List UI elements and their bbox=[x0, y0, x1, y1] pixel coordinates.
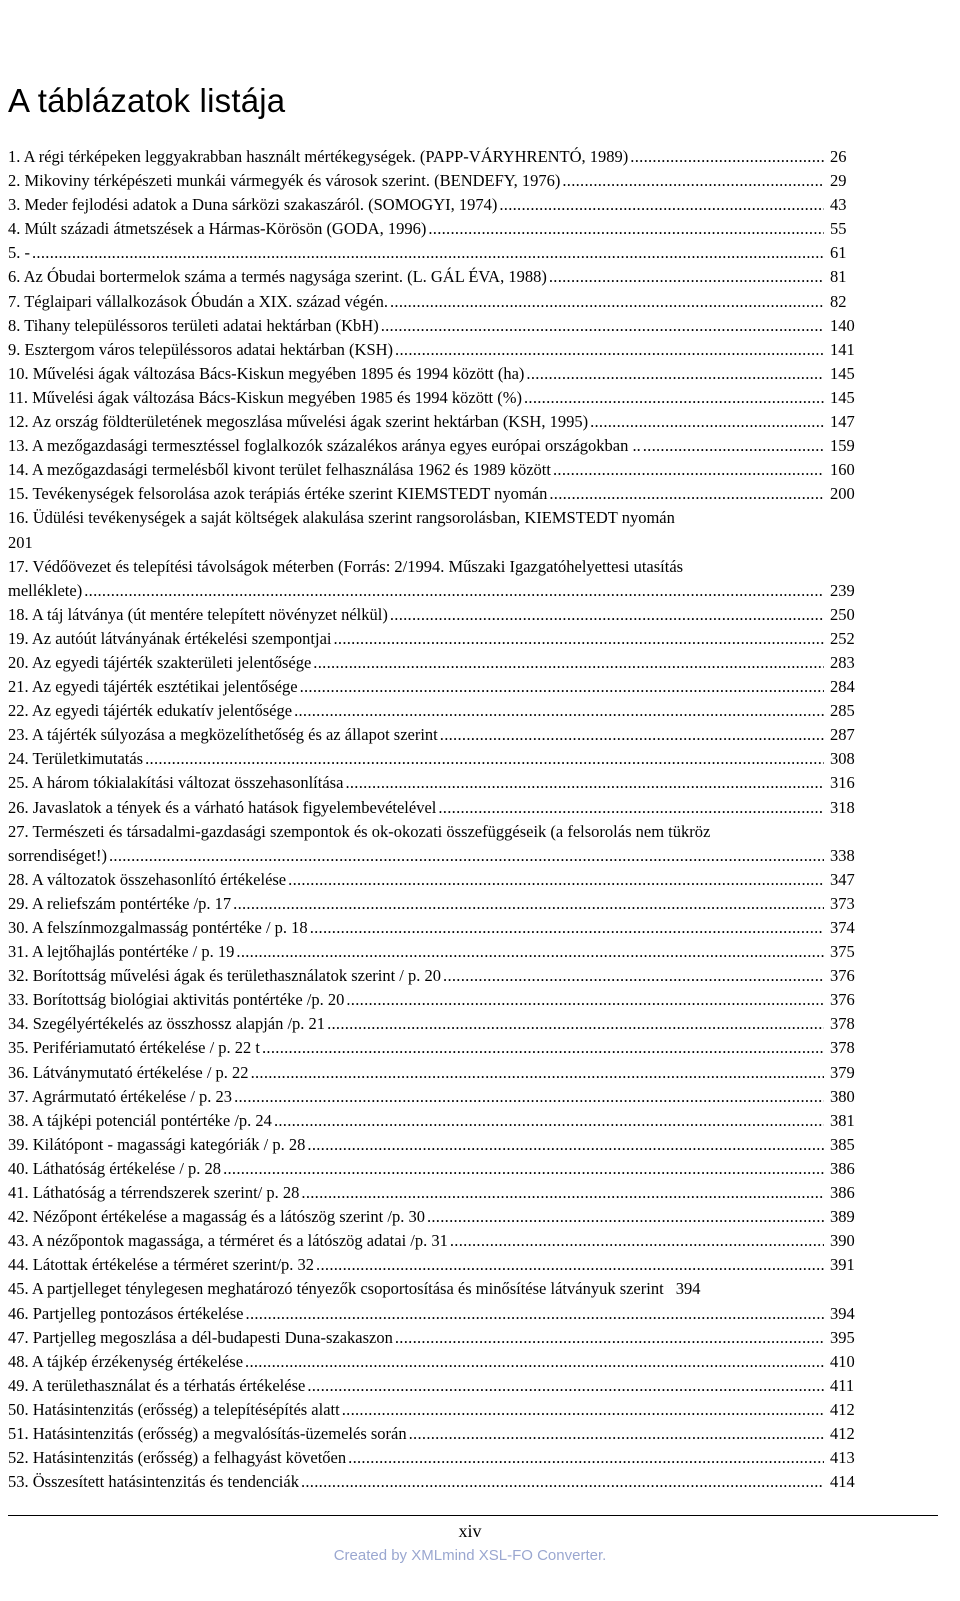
entry-page-number: 378 bbox=[830, 1038, 855, 1058]
entry-title: 30. A felszínmozgalmasság pontértéke / p. 18 bbox=[8, 918, 308, 937]
dot-leader bbox=[346, 988, 824, 1012]
entry-title: 47. Partjelleg megoszlása a dél-budapesti Duna-szakaszon bbox=[8, 1327, 393, 1347]
entry-page-number: 201 bbox=[8, 532, 33, 552]
list-item[interactable] bbox=[8, 1398, 908, 1422]
list-item[interactable] bbox=[8, 1036, 908, 1060]
entry-page-number: 389 bbox=[830, 1207, 855, 1227]
entry-title-continuation: sorrendiséget!) bbox=[8, 845, 107, 865]
entry-page-number: 43 bbox=[830, 195, 847, 215]
dot-leader bbox=[428, 217, 824, 241]
list-item[interactable] bbox=[8, 1012, 908, 1036]
entry-page-number: 376 bbox=[830, 990, 855, 1010]
entry-page-number: 394 bbox=[830, 1303, 855, 1323]
table-list bbox=[8, 145, 908, 1494]
dot-leader bbox=[32, 241, 824, 265]
dot-leader bbox=[262, 1036, 824, 1060]
list-item[interactable] bbox=[8, 1470, 908, 1494]
entry-title: 22. Az egyedi tájérték edukatív jelentősége bbox=[8, 701, 293, 721]
list-item[interactable] bbox=[8, 820, 908, 868]
entry-title: 46. Partjelleg pontozásos értékelése bbox=[8, 1303, 244, 1323]
entry-title: 43. A nézőpontok magassága, a térméret és a látószög adatai /p. 31 bbox=[8, 1231, 448, 1251]
entry-title: 48. A tájkép érzékenység értékelése bbox=[8, 1351, 244, 1371]
list-item[interactable] bbox=[8, 434, 908, 458]
entry-title: 17. Védőövezet és telepítési távolságok méterben (Forrás: 2/1994. Műszaki Igazgatóhelyettesi utasítás bbox=[8, 556, 684, 576]
entry-page-number: 200 bbox=[830, 484, 855, 504]
dot-leader bbox=[300, 675, 824, 699]
entry-title: 15. Tevékenységek felsorolása azok terápiás értéke szerint KIEMSTEDT nyomán bbox=[8, 484, 548, 504]
entry-title: 2. Mikoviny térképészeti munkái vármegyék és városok szerint. (BENDEFY, 1976) bbox=[8, 171, 561, 191]
list-item[interactable] bbox=[8, 1326, 908, 1350]
entry-page-number: 379 bbox=[830, 1062, 855, 1082]
dot-leader bbox=[307, 1133, 824, 1157]
entry-title: 40. Láthatóság értékelése / p. 28 bbox=[8, 1158, 222, 1178]
entry-title: 51. Hatásintenzitás (erősség) a megvalósítás-üzemelés során bbox=[8, 1423, 407, 1443]
entry-page-number: 386 bbox=[830, 1183, 855, 1203]
entry-page-number: 380 bbox=[830, 1086, 855, 1106]
entry-page-number: 252 bbox=[830, 628, 855, 648]
dot-leader bbox=[427, 1205, 824, 1229]
list-item[interactable] bbox=[8, 916, 908, 940]
entry-title: 50. Hatásintenzitás (erősség) a telepítésépítés alatt bbox=[8, 1399, 340, 1419]
list-item[interactable] bbox=[8, 940, 908, 964]
list-item[interactable] bbox=[8, 241, 908, 265]
entry-page-number: 308 bbox=[830, 749, 855, 769]
entry-title: 13. A mezőgazdasági termesztéssel foglalkozók százalékos aránya egyes európai országokban .. bbox=[8, 436, 641, 456]
list-item[interactable] bbox=[8, 723, 908, 747]
entry-title: 32. Borítottság művelési ágak és területhasználatok szerint / p. 20 bbox=[8, 966, 442, 986]
entry-title: 16. Üdülési tevékenységek a saját költségek alakulása szerint rangsorolásban, KIEMSTEDT nyomán bbox=[8, 508, 675, 528]
dot-leader bbox=[288, 868, 824, 892]
dot-leader bbox=[438, 796, 824, 820]
entry-title: 23. A tájérték súlyozása a megközelíthetőség és az állapot szerint bbox=[8, 725, 438, 745]
entry-page-number: 250 bbox=[830, 604, 855, 624]
entry-page-number: 394 bbox=[675, 1279, 701, 1299]
entry-page-number: 395 bbox=[830, 1327, 855, 1347]
list-item[interactable] bbox=[8, 699, 908, 723]
dot-leader bbox=[549, 265, 824, 289]
entry-title: 8. Tihany településsoros területi adatai hektárban (KbH) bbox=[8, 315, 379, 335]
dot-leader bbox=[246, 1302, 824, 1326]
dot-leader bbox=[233, 892, 824, 916]
list-item[interactable] bbox=[8, 506, 908, 554]
dot-leader bbox=[245, 1350, 824, 1374]
list-item[interactable] bbox=[8, 1374, 908, 1398]
list-item[interactable] bbox=[8, 314, 908, 338]
entry-page-number: 347 bbox=[830, 869, 855, 889]
entry-title: 12. Az ország földterületének megoszlása művelési ágak szerint hektárban (KSH, 1995) bbox=[8, 412, 589, 432]
list-item[interactable] bbox=[8, 675, 908, 699]
list-item[interactable] bbox=[8, 892, 908, 916]
entry-page-number: 381 bbox=[830, 1110, 855, 1130]
list-item[interactable] bbox=[8, 1109, 908, 1133]
entry-page-number: 81 bbox=[830, 267, 847, 287]
dot-leader bbox=[310, 916, 824, 940]
list-item[interactable] bbox=[8, 747, 908, 771]
entry-title: 44. Látottak értékelése a térméret szerint/p. 32 bbox=[8, 1255, 315, 1275]
dot-leader bbox=[145, 747, 824, 771]
entry-title: 21. Az egyedi tájérték esztétikai jelentősége bbox=[8, 677, 298, 697]
entry-title: 24. Területkimutatás bbox=[8, 749, 144, 769]
entry-title: 25. A három tókialakítási változat összehasonlítása bbox=[8, 773, 344, 793]
entry-page-number: 378 bbox=[830, 1014, 855, 1034]
entry-title: 49. A területhasználat és a térhatás értékelése bbox=[8, 1375, 306, 1395]
entry-page-number: 376 bbox=[830, 966, 855, 986]
entry-title: 19. Az autóút látványának értékelési szempontjai bbox=[8, 628, 332, 648]
list-item[interactable] bbox=[8, 386, 908, 410]
dot-leader bbox=[251, 1061, 824, 1085]
entry-title: 41. Láthatóság a térrendszerek szerint/ p. 28 bbox=[8, 1183, 300, 1203]
entry-title: 34. Szegélyértékelés az összhossz alapján /p. 21 bbox=[8, 1014, 326, 1034]
dot-leader bbox=[316, 1253, 824, 1277]
dot-leader bbox=[274, 1109, 824, 1133]
dot-leader bbox=[499, 193, 824, 217]
dot-leader bbox=[348, 1446, 824, 1470]
entry-page-number: 410 bbox=[830, 1351, 855, 1371]
entry-title: 9. Esztergom város településsoros adatai hektárban (KSH) bbox=[8, 339, 394, 359]
page-number: xiv bbox=[458, 1521, 482, 1541]
entry-page-number: 82 bbox=[830, 291, 847, 311]
entry-title: 33. Borítottság biológiai aktivitás pontértéke /p. 20 bbox=[8, 990, 345, 1010]
dot-leader bbox=[409, 1422, 824, 1446]
entry-title: 35. Perifériamutató értékelése / p. 22 t bbox=[8, 1038, 260, 1058]
entry-title: 52. Hatásintenzitás (erősség) a felhagyást követően bbox=[8, 1448, 347, 1468]
dot-leader bbox=[234, 1085, 824, 1109]
dot-leader bbox=[549, 482, 824, 506]
dot-leader bbox=[443, 964, 824, 988]
list-item[interactable] bbox=[8, 1302, 908, 1326]
dot-leader bbox=[307, 1374, 824, 1398]
entry-page-number: 55 bbox=[830, 219, 847, 239]
entry-title: 29. A reliefszám pontértéke /p. 17 bbox=[8, 893, 232, 913]
list-item[interactable] bbox=[8, 217, 908, 241]
entry-page-number: 140 bbox=[830, 315, 855, 335]
dot-leader bbox=[109, 844, 824, 868]
entry-page-number: 285 bbox=[830, 701, 855, 721]
list-item[interactable] bbox=[8, 964, 908, 988]
list-item[interactable] bbox=[8, 1157, 908, 1181]
converter-credit: Created by XMLmind XSL-FO Converter. bbox=[333, 1547, 607, 1564]
entry-page-number: 414 bbox=[830, 1472, 855, 1492]
list-item[interactable] bbox=[8, 169, 908, 193]
entry-page-number: 284 bbox=[830, 677, 855, 697]
list-item[interactable] bbox=[8, 193, 908, 217]
entry-title: 1. A régi térképeken leggyakrabban használt mértékegységek. (PAPP-VÁRYHRENTÓ, 1989) bbox=[8, 147, 629, 166]
list-item[interactable] bbox=[8, 627, 908, 651]
dot-leader bbox=[345, 771, 824, 795]
entry-title: 31. A lejtőhajlás pontértéke / p. 19 bbox=[8, 942, 235, 962]
entry-page-number: 160 bbox=[830, 460, 855, 480]
list-item[interactable] bbox=[8, 1181, 908, 1205]
list-item[interactable] bbox=[8, 868, 908, 892]
list-item[interactable] bbox=[8, 362, 908, 386]
list-item[interactable] bbox=[8, 338, 908, 362]
entry-title-continuation: melléklete) bbox=[8, 580, 83, 600]
list-item[interactable] bbox=[8, 1422, 908, 1446]
entry-page-number: 411 bbox=[830, 1375, 855, 1395]
entry-title: 14. A mezőgazdasági termelésből kivont terület felhasználása 1962 és 1989 között bbox=[8, 460, 551, 480]
entry-title: 7. Téglaipari vállalkozások Óbudán a XIX. század végén. bbox=[8, 291, 388, 311]
entry-title: 4. Múlt századi átmetszések a Hármas-Körösön (GODA, 1996) bbox=[8, 219, 427, 239]
entry-page-number: 375 bbox=[830, 942, 855, 962]
entry-title: 10. Művelési ágak változása Bács-Kiskun megyében 1895 és 1994 között (ha) bbox=[8, 363, 525, 383]
entry-title: 20. Az egyedi tájérték szakterületi jelentősége bbox=[8, 652, 312, 672]
dot-leader bbox=[236, 940, 824, 964]
entry-page-number: 318 bbox=[830, 797, 855, 817]
dot-leader bbox=[223, 1157, 824, 1181]
dot-leader bbox=[643, 434, 824, 458]
entry-page-number: 239 bbox=[830, 580, 855, 600]
entry-page-number: 287 bbox=[830, 725, 855, 745]
list-item[interactable] bbox=[8, 1229, 908, 1253]
list-item[interactable] bbox=[8, 482, 908, 506]
dot-leader bbox=[301, 1470, 824, 1494]
dot-leader bbox=[327, 1012, 824, 1036]
entry-page-number: 283 bbox=[830, 652, 855, 672]
entry-page-number: 373 bbox=[830, 893, 855, 913]
list-item[interactable] bbox=[8, 603, 908, 627]
entry-page-number: 390 bbox=[830, 1231, 855, 1251]
list-item[interactable] bbox=[8, 1133, 908, 1157]
entry-page-number: 29 bbox=[830, 171, 847, 191]
dot-leader bbox=[395, 1326, 824, 1350]
entry-page-number: 385 bbox=[830, 1134, 855, 1154]
entry-title: 5. - bbox=[8, 243, 30, 263]
entry-page-number: 413 bbox=[830, 1448, 855, 1468]
entry-page-number: 391 bbox=[830, 1255, 855, 1275]
entry-title: 26. Javaslatok a tények és a várható hatások figyelembevételével bbox=[8, 797, 437, 817]
list-item[interactable] bbox=[8, 1085, 908, 1109]
entry-page-number: 145 bbox=[830, 387, 855, 407]
list-item[interactable] bbox=[8, 1061, 908, 1085]
dot-leader bbox=[526, 362, 824, 386]
list-item[interactable] bbox=[8, 265, 908, 289]
list-item[interactable] bbox=[8, 1253, 908, 1277]
dot-leader bbox=[395, 338, 824, 362]
list-item[interactable] bbox=[8, 796, 908, 820]
dot-leader bbox=[84, 579, 824, 603]
entry-page-number: 374 bbox=[830, 918, 855, 937]
list-item[interactable] bbox=[8, 1350, 908, 1374]
entry-title: 42. Nézőpont értékelése a magasság és a látószög szerint /p. 30 bbox=[8, 1207, 425, 1227]
dot-leader bbox=[342, 1398, 824, 1422]
entry-page-number: 159 bbox=[830, 436, 855, 456]
entry-page-number: 26 bbox=[830, 147, 847, 166]
entry-title: 45. A partjelleget ténylegesen meghatározó tényezők csoportosítása és minősítése látványuk szerint bbox=[8, 1279, 664, 1299]
dot-leader bbox=[553, 458, 824, 482]
entry-title: 3. Meder fejlodési adatok a Duna sárközi szakaszáról. (SOMOGYI, 1974) bbox=[8, 195, 498, 215]
dot-leader bbox=[390, 603, 824, 627]
dot-leader bbox=[333, 627, 824, 651]
list-item[interactable] bbox=[8, 145, 908, 169]
entry-page-number: 386 bbox=[830, 1158, 855, 1178]
entry-page-number: 147 bbox=[830, 412, 855, 432]
entry-title: 28. A változatok összehasonlító értékelése bbox=[8, 869, 287, 889]
entry-page-number: 316 bbox=[830, 773, 855, 793]
dot-leader bbox=[562, 169, 824, 193]
entry-title: 37. Agrármutató értékelése / p. 23 bbox=[8, 1086, 233, 1106]
entry-title: 38. A tájképi potenciál pontértéke /p. 24 bbox=[8, 1110, 272, 1130]
list-item[interactable] bbox=[8, 1205, 908, 1229]
entry-page-number: 338 bbox=[830, 845, 855, 865]
dot-leader bbox=[301, 1181, 824, 1205]
list-item[interactable] bbox=[8, 555, 908, 603]
entry-title: 36. Látványmutató értékelése / p. 22 bbox=[8, 1062, 249, 1082]
entry-page-number: 61 bbox=[830, 243, 847, 263]
dot-leader bbox=[440, 723, 824, 747]
entry-title: 18. A táj látványa (út mentére telepített növényzet nélkül) bbox=[8, 604, 388, 624]
dot-leader bbox=[313, 651, 824, 675]
entry-page-number: 145 bbox=[830, 363, 855, 383]
list-item[interactable] bbox=[8, 651, 908, 675]
entry-page-number: 412 bbox=[830, 1423, 855, 1443]
dot-leader bbox=[294, 699, 824, 723]
entry-title: 39. Kilátópont - magassági kategóriák / p. 28 bbox=[8, 1134, 306, 1154]
dot-leader bbox=[390, 290, 824, 314]
footer-divider bbox=[8, 1515, 938, 1516]
entry-title: 11. Művelési ágak változása Bács-Kiskun megyében 1985 és 1994 között (%) bbox=[8, 387, 522, 407]
entry-title: 53. Összesített hatásintenzitás és tendenciák bbox=[8, 1472, 299, 1492]
list-item[interactable] bbox=[8, 1446, 908, 1470]
entry-page-number: 141 bbox=[830, 339, 855, 359]
list-item[interactable] bbox=[8, 988, 908, 1012]
list-item[interactable] bbox=[8, 290, 908, 314]
page-title: A táblázatok listája bbox=[8, 82, 286, 119]
entry-page-number: 412 bbox=[830, 1399, 855, 1419]
list-item[interactable] bbox=[8, 410, 908, 434]
dot-leader bbox=[524, 386, 824, 410]
dot-leader bbox=[630, 145, 824, 169]
entry-title: 6. Az Óbudai bortermelok száma a termés nagysága szerint. (L. GÁL ÉVA, 1988) bbox=[8, 267, 547, 287]
entry-title: 27. Természeti és társadalmi-gazdasági szempontok és ok-okozati összefüggéseik (a felsorolás nem tükröz bbox=[8, 821, 711, 841]
dot-leader bbox=[450, 1229, 824, 1253]
dot-leader bbox=[381, 314, 824, 338]
dot-leader bbox=[590, 410, 824, 434]
list-item[interactable] bbox=[8, 771, 908, 795]
list-item[interactable] bbox=[8, 1277, 908, 1301]
list-item[interactable] bbox=[8, 458, 908, 482]
